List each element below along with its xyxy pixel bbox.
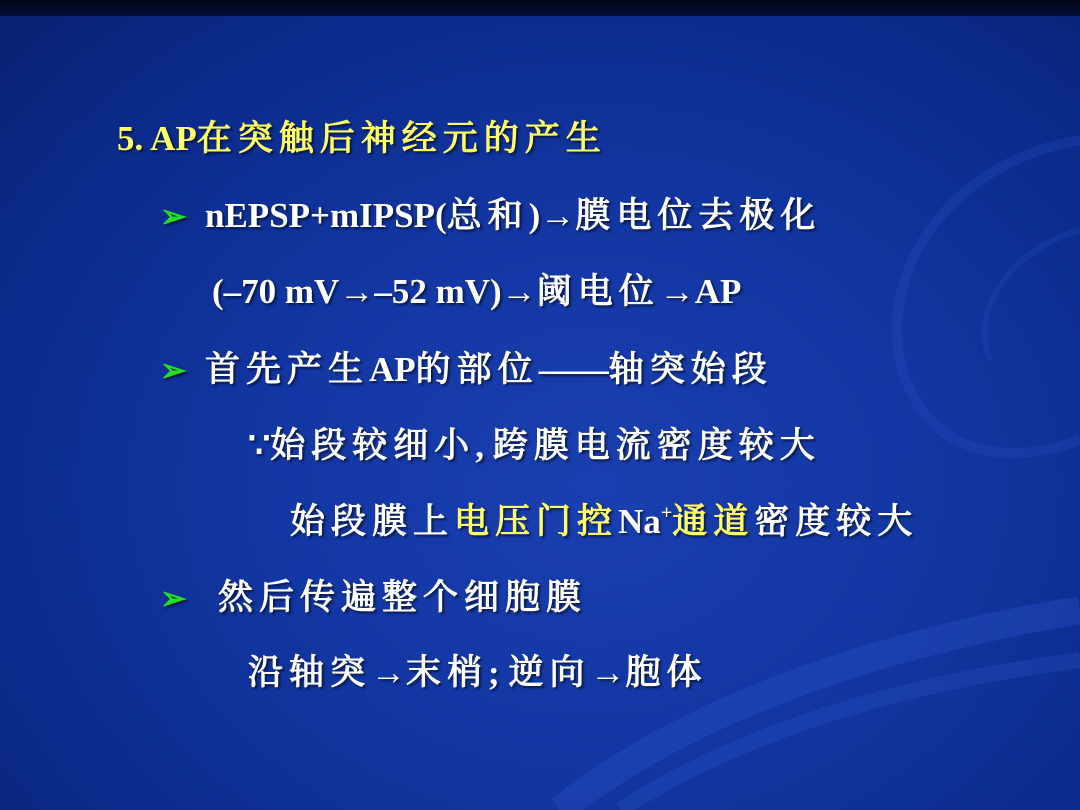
superscript: +: [660, 502, 673, 524]
text-segment: 阈电位: [536, 272, 660, 311]
text-segment: 膜电位去极化: [575, 196, 822, 235]
text-segment: AP: [369, 350, 416, 389]
bullet-arrow-icon: ➢: [160, 198, 187, 234]
bullet-3-line-2: [248, 653, 707, 693]
text-segment: 始段膜上: [290, 502, 455, 541]
text-segment: Na: [618, 502, 661, 541]
bullet-arrow-icon: ➢: [160, 352, 187, 388]
text-segment: )→: [528, 196, 576, 235]
text-segment: 逆向: [508, 653, 591, 692]
bullet-3-line-1: [218, 578, 587, 618]
text-segment: (–70 mV→–52 mV)→: [212, 272, 537, 311]
text-segment: ,: [475, 426, 485, 465]
text-segment: 首先产生: [205, 350, 370, 389]
text-segment: ——: [538, 350, 609, 389]
text-segment: 沿轴突: [248, 653, 372, 692]
text-segment: 的部位: [415, 350, 539, 389]
bullet-arrow-icon: ➢: [160, 580, 187, 616]
text-segment: →AP: [659, 272, 742, 311]
bullet-2-line-2: [248, 426, 821, 466]
because-symbol: ∵: [248, 426, 271, 465]
highlight-text: 电压门控: [454, 502, 619, 541]
bullet-1-line-2: [212, 272, 741, 312]
text-segment: 轴突始段: [608, 350, 773, 389]
title-prefix: 5. AP: [117, 119, 197, 158]
text-segment: 密度较大: [754, 502, 919, 541]
text-segment: 末梢: [406, 653, 489, 692]
text-segment: →: [371, 653, 407, 692]
slide-title: [117, 119, 607, 159]
text-segment: 然后传遍整个细胞膜: [218, 578, 588, 617]
bullet-2-line-3: [290, 502, 918, 542]
bullet-2-line-1: [205, 350, 773, 390]
title-text: 在突触后神经元的产生: [196, 119, 607, 158]
text-segment: →: [590, 653, 626, 692]
text-segment: 总和: [446, 196, 529, 235]
text-segment: 始段较细小: [270, 426, 476, 465]
bullet-1-line-1: [205, 196, 821, 236]
text-segment: 跨膜电流密度较大: [492, 426, 821, 465]
highlight-text: 通道: [672, 502, 755, 541]
text-segment: nEPSP+mIPSP(: [205, 196, 447, 235]
text-segment: ;: [488, 653, 500, 692]
text-segment: 胞体: [625, 653, 708, 692]
